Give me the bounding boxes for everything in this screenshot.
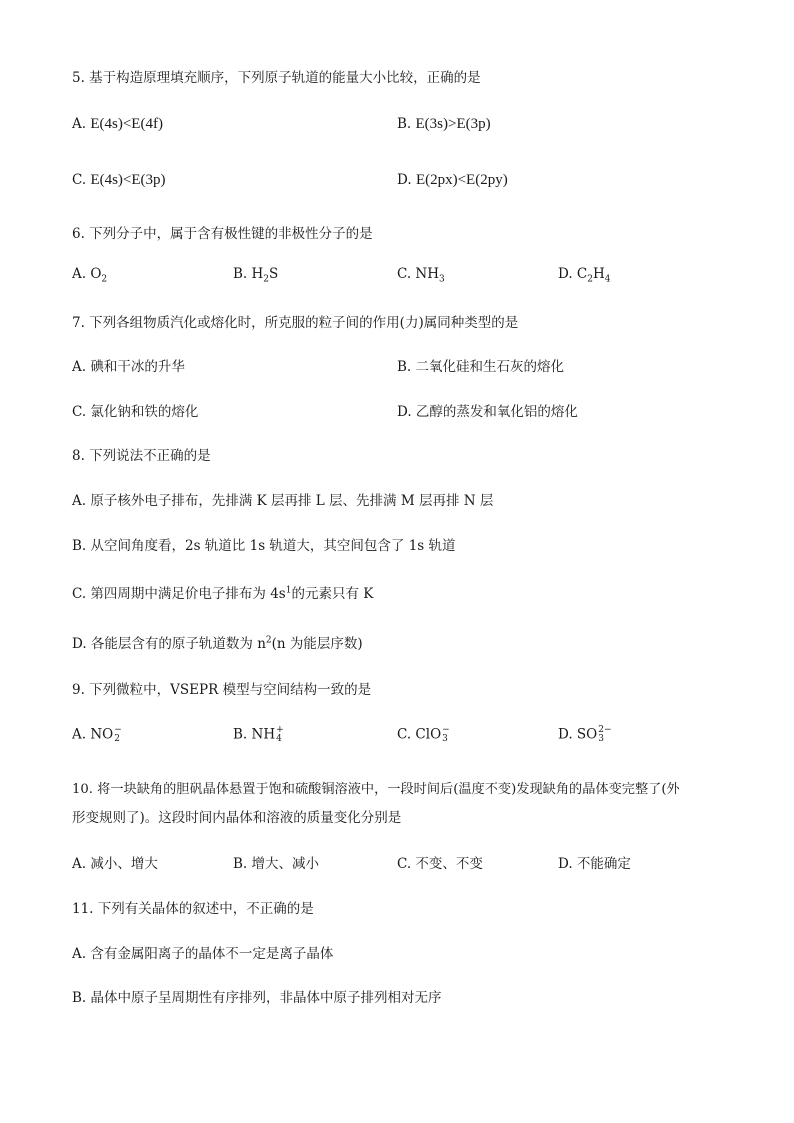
q5-option-b-label: B. [397,116,412,132]
q6-option-b-sub: 2 [263,274,270,285]
q6-option-b-text: B. H [233,266,264,282]
q6-option-a-text: A. O [72,266,102,282]
q8-option-b[interactable]: B. 从空间角度看，2s 轨道比 1s 轨道大，其空间包含了 1s 轨道 [72,538,456,554]
q8-option-d[interactable] [72,632,363,652]
q6-option-b[interactable] [233,266,278,285]
q8-option-c-post: 的元素只有 K [291,586,374,602]
q9-option-a-charge: − [114,725,122,735]
q6-option-a[interactable] [72,266,107,285]
q7-option-c[interactable]: C. 氯化钠和铁的熔化 [72,404,199,420]
q5-option-a[interactable] [72,116,163,133]
q5-option-a-text: E(4s)<E(4f) [90,116,163,132]
q6-option-d-mid: H [593,266,605,282]
q10-option-a[interactable]: A. 减小、增大 [72,856,158,872]
q9-option-d-sub: 3 [598,734,604,744]
q6-option-c-sub: 3 [439,274,445,285]
q11-stem: 11. 下列有关晶体的叙述中，不正确的是 [72,901,314,917]
q5-option-c[interactable] [72,172,166,189]
q11-option-b[interactable]: B. 晶体中原子呈周期性有序排列，非晶体中原子排列相对无序 [72,990,442,1006]
q6-option-c-text: C. NH [397,266,440,282]
q7-stem: 7. 下列各组物质汽化或熔化时，所克服的粒子间的作用(力)属同种类型的是 [72,315,519,331]
q9-option-d-charge: 2− [598,725,612,735]
q10-stem-line2: 形变规则了)。这段时间内晶体和溶液的质量变化分别是 [72,810,402,826]
q10-option-c[interactable]: C. 不变、不变 [397,856,483,872]
q10-option-b[interactable]: B. 增大、减小 [233,856,320,872]
q5-stem: 5. 基于构造原理填充顺序，下列原子轨道的能量大小比较，正确的是 [72,70,481,86]
q10-stem-line1: 10. 将一块缺角的胆矾晶体悬置于饱和硫酸铜溶液中，一段时间后(温度不变)发现缺角的晶体变完整了(外 [72,782,680,797]
q6-option-c[interactable] [397,266,445,285]
q9-option-a-text: A. NO [72,726,114,743]
q10-option-d[interactable]: D. 不能确定 [558,856,631,872]
q9-option-b[interactable] [233,726,284,744]
q6-option-d-text: D. C [558,266,588,282]
q5-option-c-text: E(4s)<E(3p) [90,172,166,188]
q7-option-a[interactable]: A. 碘和干冰的升华 [72,359,185,375]
q9-option-a-sub: 2 [114,734,120,744]
q9-option-c-text: C. ClO [397,726,442,743]
q8-option-a[interactable]: A. 原子核外电子排布，先排满 K 层再排 L 层、先排满 M 层再排 N 层 [72,493,494,509]
q9-option-d[interactable] [558,726,612,744]
q8-option-d-sup: 2 [265,635,272,646]
q9-option-b-sub: 4 [276,734,282,744]
q5-option-d[interactable] [397,172,508,189]
q7-option-b[interactable]: B. 二氧化硅和生石灰的熔化 [397,359,565,375]
q7-option-d[interactable]: D. 乙醇的蒸发和氧化铝的熔化 [397,404,578,420]
q9-stem: 9. 下列微粒中，VSEPR 模型与空间结构一致的是 [72,682,372,698]
q8-stem: 8. 下列说法不正确的是 [72,448,211,464]
q8-option-d-pre: D. 各能层含有的原子轨道数为 n [72,636,266,652]
q8-option-c[interactable] [72,582,373,602]
q5-option-d-text: E(2px)<E(2py) [415,172,508,188]
q6-option-d-sub1: 2 [587,274,593,285]
q5-option-b-text: E(3s)>E(3p) [415,116,491,132]
q9-option-a[interactable] [72,726,122,744]
q9-option-c-charge: − [442,725,450,735]
q9-option-c-sub: 3 [442,734,448,744]
q6-option-b-tail: S [269,266,279,282]
q6-stem: 6. 下列分子中，属于含有极性键的非极性分子的是 [72,226,373,242]
q5-option-d-label: D. [397,172,412,188]
q11-option-a[interactable]: A. 含有金属阳离子的晶体不一定是离子晶体 [72,946,334,962]
q6-option-a-sub: 2 [101,274,108,285]
q5-option-c-label: C. [72,172,87,188]
q9-option-b-charge: + [276,725,284,735]
q9-option-b-text: B. NH [233,726,276,743]
q8-option-c-pre: C. 第四周期中满足价电子排布为 4s [72,586,286,602]
q5-option-b[interactable] [397,116,491,133]
q5-option-a-label: A. [72,116,87,132]
q8-option-c-sup: 1 [285,585,292,596]
q8-option-d-post: (n 为能层序数) [271,636,363,652]
q6-option-d-sub2: 4 [604,274,611,285]
q9-option-d-text: D. SO [558,726,598,743]
q6-option-d[interactable] [558,266,611,285]
q9-option-c[interactable] [397,726,450,744]
